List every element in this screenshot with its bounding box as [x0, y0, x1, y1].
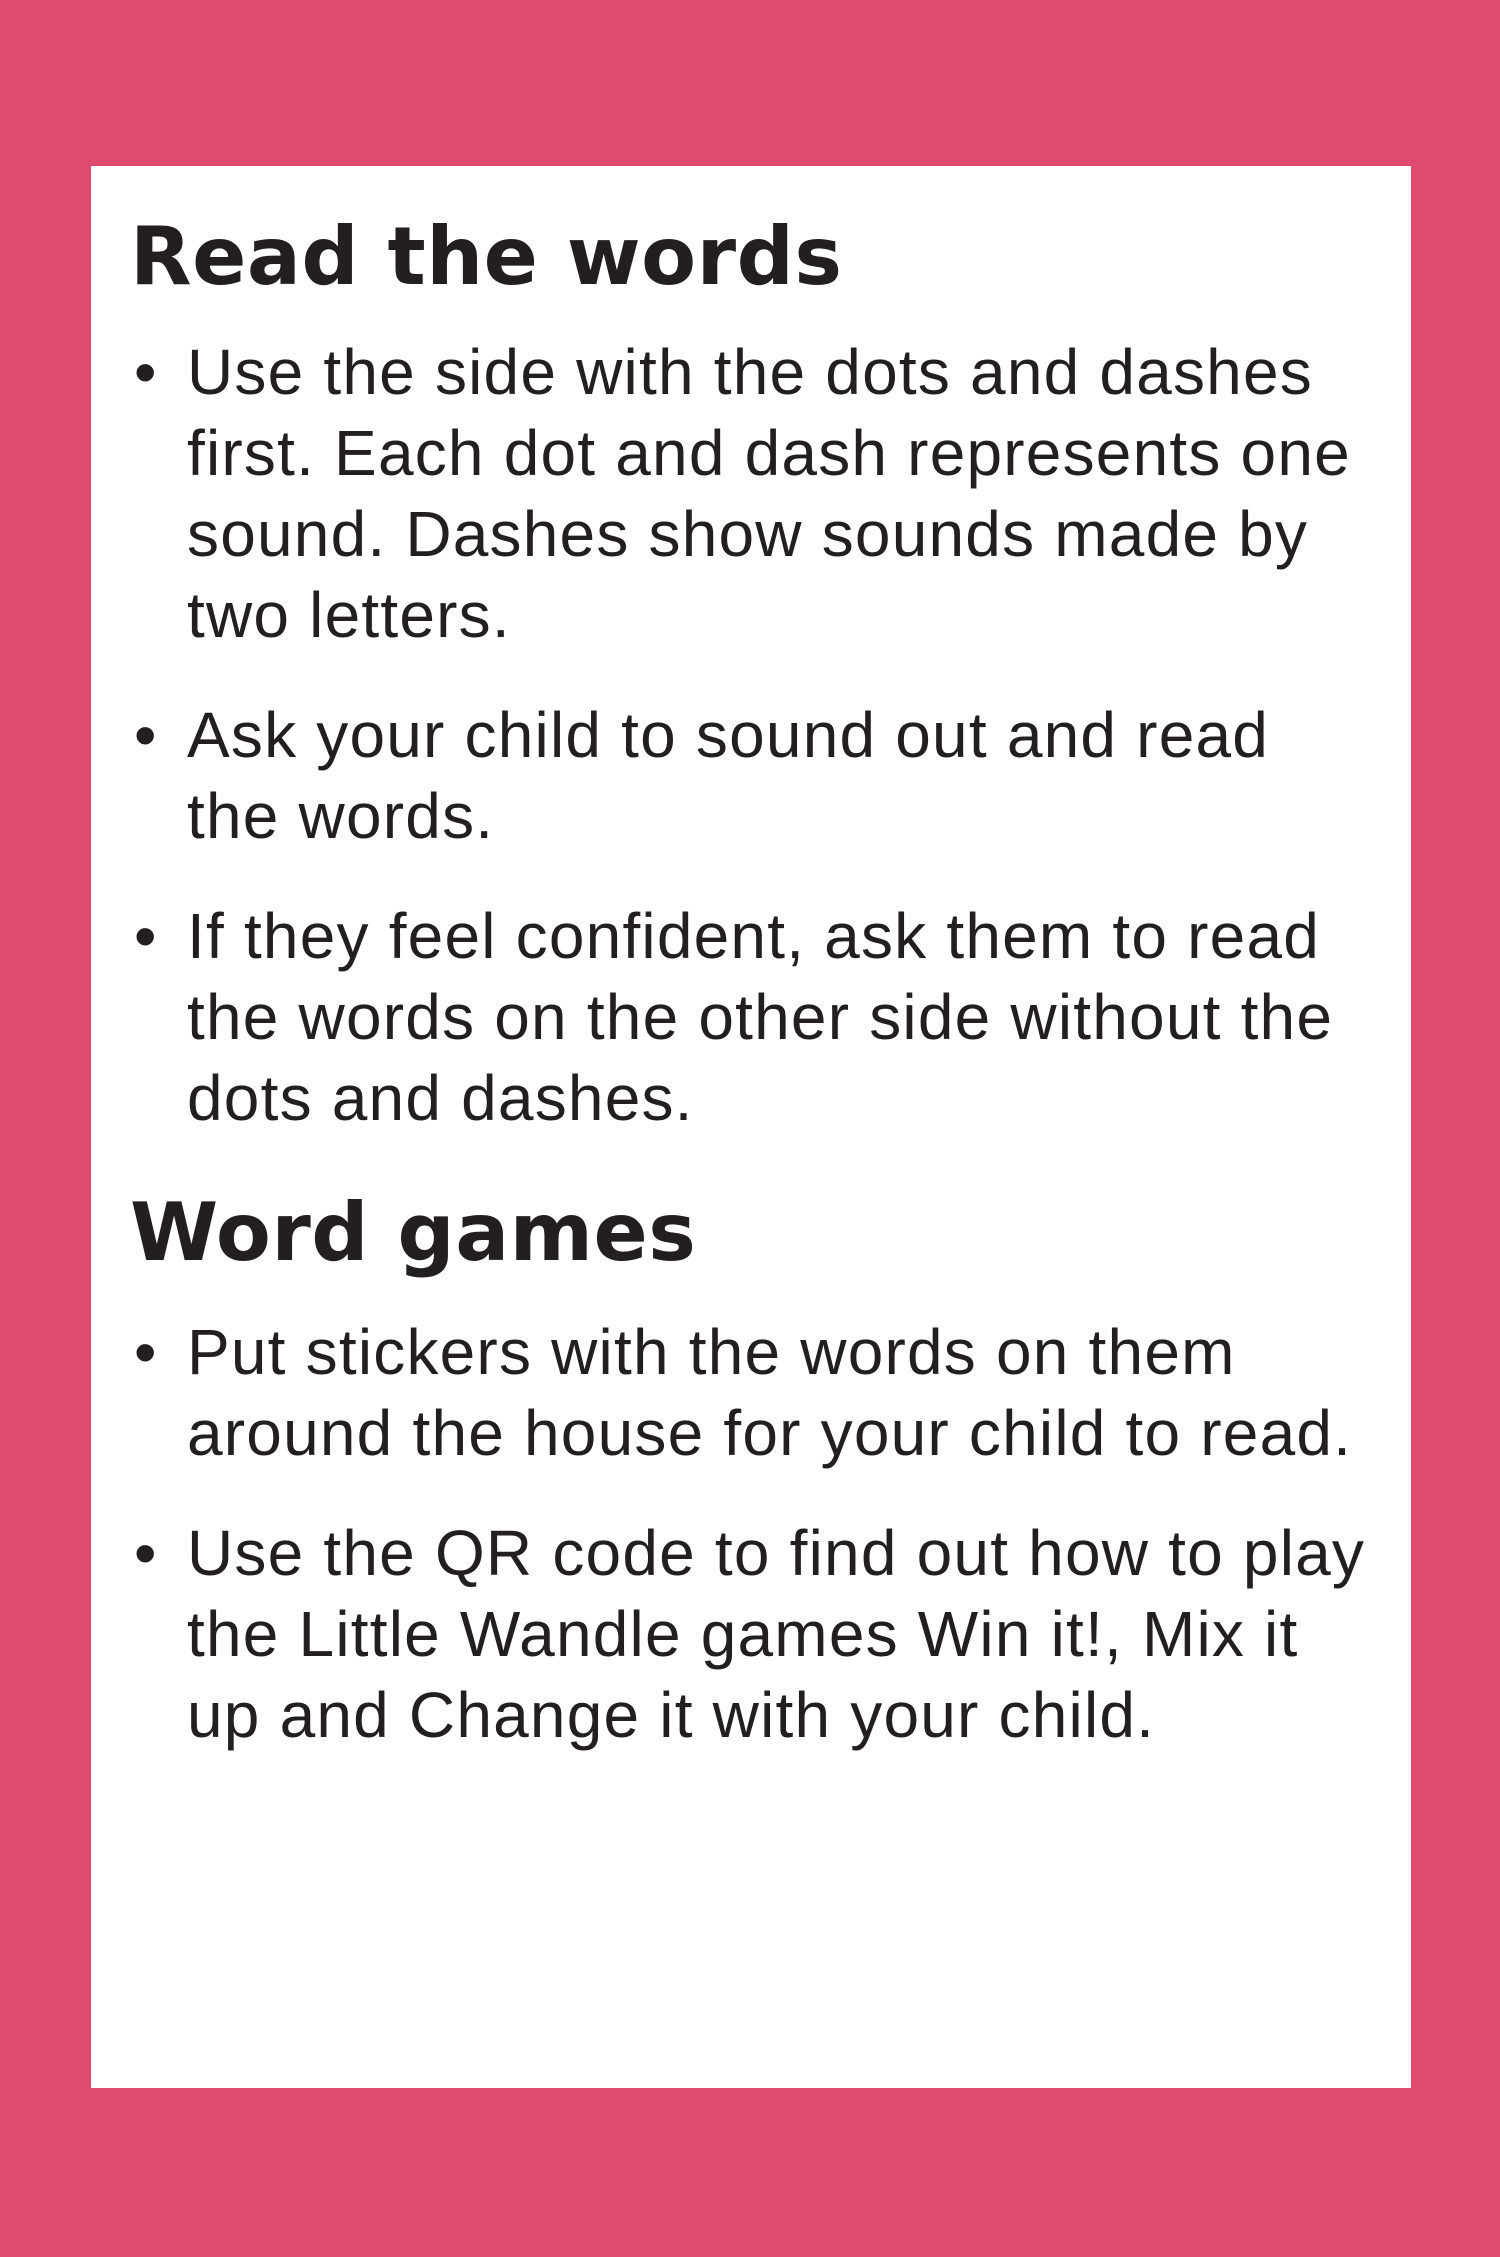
- section-heading-read-the-words: Read the words: [130, 210, 843, 303]
- word-games-list: [130, 1312, 1371, 1756]
- list-item-text: Use the side with the dots and dashes first. Each dot and dash represents one sound. Dashes show sounds made by two letters.: [187, 336, 1351, 651]
- bullet-icon: •: [134, 1517, 158, 1589]
- list-item-text: Ask your child to sound out and read the words.: [187, 699, 1270, 852]
- list-item: [130, 1513, 1371, 1756]
- bullet-icon: •: [134, 336, 158, 408]
- list-item: [130, 332, 1371, 656]
- read-the-words-list: [130, 332, 1371, 1139]
- bullet-icon: •: [134, 1316, 158, 1388]
- bullet-icon: •: [134, 699, 158, 771]
- bullet-icon: •: [134, 900, 158, 972]
- list-item-text: Use the QR code to find out how to play the Little Wandle games Win it!, Mix it up and Change it with your child.: [187, 1517, 1366, 1751]
- instruction-card: [91, 166, 1411, 2088]
- list-item: [130, 896, 1371, 1139]
- list-item-text: If they feel confident, ask them to read the words on the other side without the dots and dashes.: [187, 900, 1334, 1134]
- section-heading-word-games: Word games: [130, 1186, 697, 1279]
- list-item: [130, 695, 1371, 857]
- list-item-text: Put stickers with the words on them around the house for your child to read.: [187, 1316, 1353, 1469]
- list-item: [130, 1312, 1371, 1474]
